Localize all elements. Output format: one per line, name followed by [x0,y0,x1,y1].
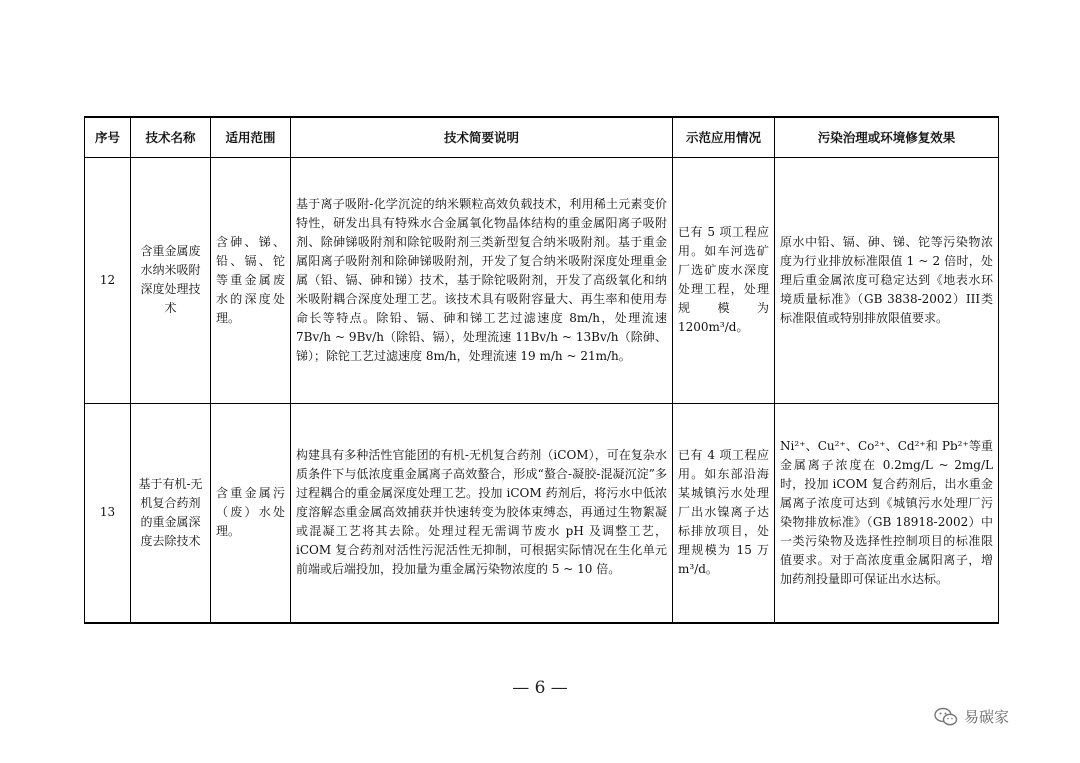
header-description: 技术简要说明 [291,117,673,157]
watermark-text: 易碳家 [964,708,1010,726]
cell-scope: 含砷、锑、铅、镉、铊等重金属废水的深度处理。 [211,157,291,403]
cell-effect: Ni²⁺、Cu²⁺、Co²⁺、Cd²⁺和 Pb²⁺等重金属离子浓度在 0.2mg/L ~ 2mg/L 时，投加 iCOM 复合药剂后，出水重金属离子浓度可达到《城镇污水处理厂污染物排放标准》（GB 18918-2002）中一类污染物及选择性控制项目的标准限值要求。对于高浓度重金属阳离子，增加药剂投量即可保证出水达标。 [775,403,999,623]
header-tech-name: 技术名称 [131,117,211,157]
watermark [934,706,1009,727]
header-demo-application: 示范应用情况 [673,117,775,157]
cell-demo-application: 已有 5 项工程应用。如车河选矿厂选矿废水深度处理工程，处理规模为 1200m³/d。 [673,157,775,403]
table-header-row [85,117,999,157]
cell-index: 12 [85,157,131,403]
cell-tech-name: 基于有机-无机复合药剂的重金属深度去除技术 [131,403,211,623]
cell-index: 13 [85,403,131,623]
header-scope: 适用范围 [211,117,291,157]
cell-description: 基于离子吸附-化学沉淀的纳米颗粒高效负载技术，利用稀土元素变价特性，研发出具有特殊水合金属氧化物晶体结构的重金属阳离子吸附剂、除砷锑吸附剂和除铊吸附剂三类新型复合纳米吸附剂。基于重金属阳离子吸附剂和除砷锑吸附剂，开发了复合纳米吸附深度处理重金属（铅、镉、砷和锑）技术，基于除铊吸附剂，开发了高级氧化和纳米吸附耦合深度处理工艺。该技术具有吸附容量大、再生率和使用寿命长等特点。除铅、镉、砷和锑工艺过滤速度 8m/h，处理流速 7Bv/h ~ 9Bv/h（除铅、镉），处理流速 11Bv/h ~ 13Bv/h（除砷、锑）；除铊工艺过滤速度 8m/h，处理流速 19 m/h ~ 21m/h。 [291,157,673,403]
technology-table [84,116,999,624]
cell-tech-name: 含重金属废水纳米吸附深度处理技术 [131,157,211,403]
cell-scope: 含重金属污（废）水处理。 [211,403,291,623]
cell-effect: 原水中铅、镉、砷、锑、铊等污染物浓度为行业排放标准限值 1 ~ 2 倍时，处理后重金属浓度可稳定达到《地表水环境质量标准》（GB 3838-2002）III类标准限值或特别排放限值要求。 [775,157,999,403]
header-index: 序号 [85,117,131,157]
header-effect: 污染治理或环境修复效果 [775,117,999,157]
table-row [85,157,999,403]
table-row [85,403,999,623]
page-number: — 6 — [512,678,568,698]
cell-demo-application: 已有 4 项工程应用。如东部沿海某城镇污水处理厂出水镍离子达标排放项目，处理规模为 15 万 m³/d。 [673,403,775,623]
cell-description: 构建具有多种活性官能团的有机-无机复合药剂（iCOM），可在复杂水质条件下与低浓度重金属离子高效螯合，形成“螯合-凝胶-混凝沉淀”多过程耦合的重金属深度处理工艺。投加 iCOM 药剂后，将污水中低浓度溶解态重金属高效捕获并快速转变为胶体束缚态，再通过生物絮凝或混凝工艺将其去除。处理过程无需调节废水 pH 及调整工艺，iCOM 复合药剂对活性污泥活性无抑制，可根据实际情况在生化单元前端或后端投加，投加量为重金属污染物浓度的 5 ~ 10 倍。 [291,403,673,623]
wechat-icon [934,707,958,727]
